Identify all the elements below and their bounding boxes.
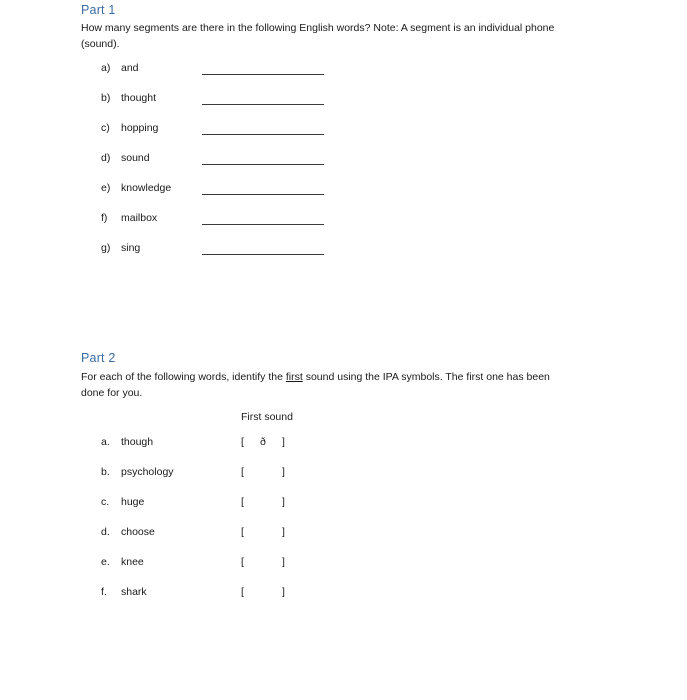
part1-item-g	[0, 242, 687, 258]
item-marker: c)	[101, 122, 110, 134]
item-marker: b.	[101, 466, 110, 478]
instruction-text-after: sound using the IPA symbols. The first one has been	[302, 371, 550, 383]
bracket-open: [	[241, 496, 244, 508]
answer-line[interactable]	[202, 134, 324, 135]
part2-heading: Part 2	[81, 351, 116, 365]
item-word: sing	[121, 242, 141, 254]
item-word: choose	[121, 526, 155, 538]
item-word: psychology	[121, 466, 174, 478]
item-word: and	[121, 62, 139, 74]
bracket-open: [	[241, 526, 244, 538]
part2-instruction	[81, 369, 601, 401]
bracket-close: ]	[282, 496, 285, 508]
item-word: sound	[121, 152, 150, 164]
first-sound-column-header: First sound	[241, 411, 293, 423]
item-marker: e)	[101, 182, 111, 194]
item-word: though	[121, 436, 154, 448]
bracket-close: ]	[282, 556, 285, 568]
bracket-close: ]	[282, 586, 285, 598]
bracket-close: ]	[282, 466, 285, 478]
part1-item-c	[0, 122, 687, 138]
item-marker: f)	[101, 212, 108, 224]
answer-line[interactable]	[202, 74, 324, 75]
bracket-open: [	[241, 556, 244, 568]
part1-instruction	[81, 20, 601, 52]
part1-item-d	[0, 152, 687, 168]
item-marker: d)	[101, 152, 111, 164]
part2-item-b	[0, 466, 687, 482]
answer-line[interactable]	[202, 224, 324, 225]
part2-instruction-line2: done for you.	[81, 387, 143, 399]
item-marker: e.	[101, 556, 110, 568]
item-word: thought	[121, 92, 157, 104]
part1-item-f	[0, 212, 687, 228]
bracket-open: [	[241, 466, 244, 478]
item-marker: c.	[101, 496, 110, 508]
part2-item-e	[0, 556, 687, 572]
item-marker: a)	[101, 62, 111, 74]
ipa-answer[interactable]: ð	[260, 436, 266, 448]
instruction-text-before: For each of the following words, identify the	[81, 371, 286, 383]
item-word: knowledge	[121, 182, 172, 194]
part2-item-a	[0, 436, 687, 452]
item-marker: d.	[101, 526, 110, 538]
bracket-open: [	[241, 436, 244, 448]
item-marker: a.	[101, 436, 110, 448]
part1-item-b	[0, 92, 687, 108]
bracket-open: [	[241, 586, 244, 598]
part2-item-f	[0, 586, 687, 602]
answer-line[interactable]	[202, 104, 324, 105]
bracket-close: ]	[282, 526, 285, 538]
item-word: huge	[121, 496, 145, 508]
part1-instruction-line1: How many segments are there in the following English words? Note: A segment is an individual phone	[81, 22, 555, 34]
part2-item-d	[0, 526, 687, 542]
part1-item-a	[0, 62, 687, 78]
item-marker: g)	[101, 242, 111, 254]
instruction-emphasis: first	[285, 371, 303, 383]
answer-line[interactable]	[202, 254, 324, 255]
answer-line[interactable]	[202, 194, 324, 195]
item-word: mailbox	[121, 212, 158, 224]
item-marker: b)	[101, 92, 111, 104]
part1-instruction-line2: (sound).	[81, 38, 120, 50]
part1-item-e	[0, 182, 687, 198]
item-word: hopping	[121, 122, 159, 134]
answer-line[interactable]	[202, 164, 324, 165]
part2-item-c	[0, 496, 687, 512]
bracket-close: ]	[282, 436, 285, 448]
item-word: shark	[121, 586, 147, 598]
item-marker: f.	[101, 586, 107, 598]
part2-instruction-line1	[81, 369, 601, 385]
part1-heading: Part 1	[81, 3, 116, 17]
item-word: knee	[121, 556, 144, 568]
